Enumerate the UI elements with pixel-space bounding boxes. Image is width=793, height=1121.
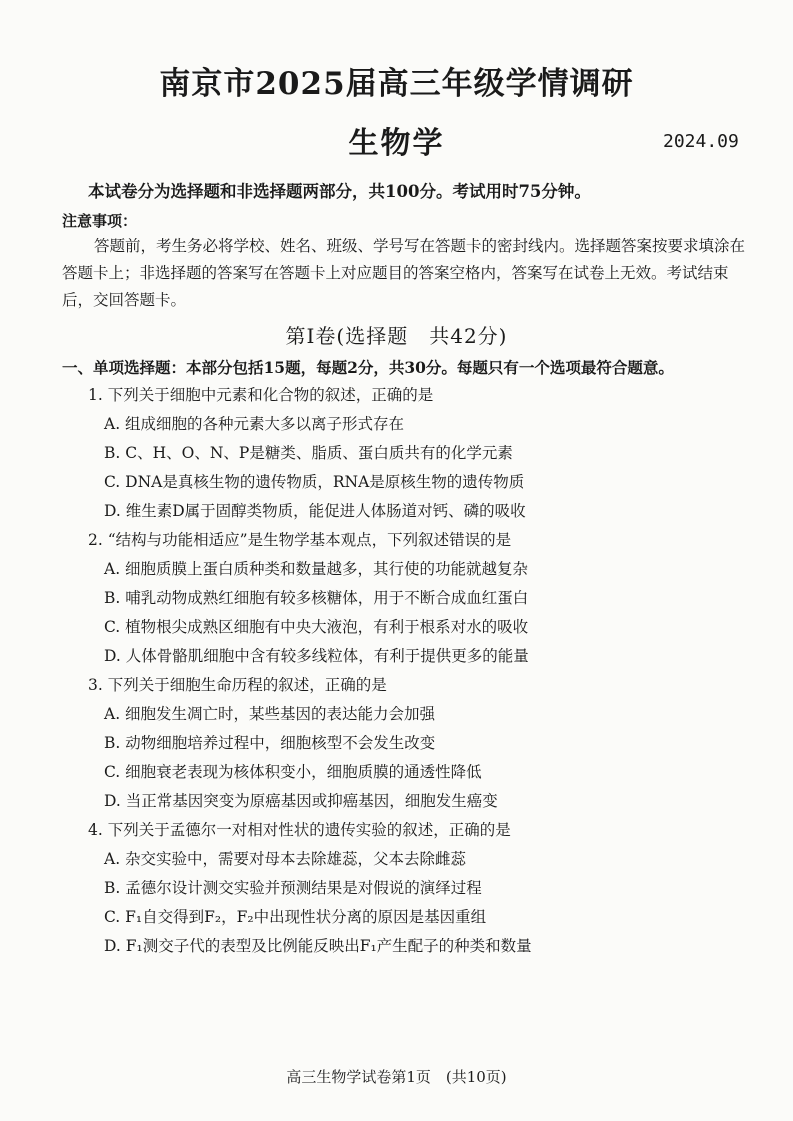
question-option: D. 当正常基因突变为原癌基因或抑癌基因，细胞发生癌变 [104,792,498,810]
exam-title: 南京市2025届高三年级学情调研 [159,66,634,102]
question-option: A. 细胞发生凋亡时，某些基因的表达能力会加强 [104,705,436,723]
question-option: B. 哺乳动物成熟红细胞有较多核糖体，用于不断合成血红蛋白 [104,589,529,607]
page-footer: 高三生物学试卷第1页 (共10页) [286,1068,507,1086]
question-option: B. 孟德尔设计测交实验并预测结果是对假说的演绎过程 [104,879,482,897]
question-option: C. F₁自交得到F₂，F₂中出现性状分离的原因是基因重组 [104,908,487,926]
notice-body [62,233,752,314]
subject-title: 生物学 [348,126,445,161]
part-heading: 一、单项选择题：本部分包括15题，每题2分，共30分。每题只有一个选项最符合题意。 [62,358,674,377]
question-option: D. 人体骨骼肌细胞中含有较多线粒体，有利于提供更多的能量 [104,647,529,665]
exam-intro: 本试卷分为选择题和非选择题两部分，共100分。考试用时75分钟。 [88,182,591,201]
question [88,526,748,671]
question-option: C. 植物根尖成熟区细胞有中央大液泡，有利于根系对水的吸收 [104,618,529,636]
question-stem: 3. 下列关于细胞生命历程的叙述，正确的是 [88,676,387,694]
question [88,816,748,961]
section-title: 第Ⅰ卷(选择题 共42分) [285,324,508,348]
question-option: B. 动物细胞培养过程中，细胞核型不会发生改变 [104,734,436,752]
notice-text: 答题前，考生务必将学校、姓名、班级、学号写在答题卡的密封线内。选择题答案按要求填涂在答题卡上；非选择题的答案写在答题卡上对应题目的答案空格内，答案写在试卷上无效。考试结束后，交回答题卡。 [62,237,746,309]
question-option: C. 细胞衰老表现为核体积变小，细胞质膜的通透性降低 [104,763,482,781]
question-option: D. F₁测交子代的表型及比例能反映出F₁产生配子的种类和数量 [104,937,532,955]
question-list [88,381,748,961]
question-option: D. 维生素D属于固醇类物质，能促进人体肠道对钙、磷的吸收 [104,502,526,520]
question-stem: 1. 下列关于细胞中元素和化合物的叙述，正确的是 [88,386,434,404]
question-option: A. 杂交实验中，需要对母本去除雄蕊，父本去除雌蕊 [104,850,467,868]
question-option: A. 组成细胞的各种元素大多以离子形式存在 [104,415,405,433]
notice-heading: 注意事项： [62,212,138,230]
question-stem: 2. “结构与功能相适应”是生物学基本观点，下列叙述错误的是 [88,531,512,549]
question-option: A. 细胞质膜上蛋白质种类和数量越多，其行使的功能就越复杂 [104,560,529,578]
question-stem: 4. 下列关于孟德尔一对相对性状的遗传实验的叙述，正确的是 [88,821,511,839]
exam-date: 2024.09 [663,131,739,152]
question [88,381,748,526]
question-option: B. C、H、O、N、P是糖类、脂质、蛋白质共有的化学元素 [104,444,513,462]
question [88,671,748,816]
question-option: C. DNA是真核生物的遗传物质，RNA是原核生物的遗传物质 [104,473,525,491]
